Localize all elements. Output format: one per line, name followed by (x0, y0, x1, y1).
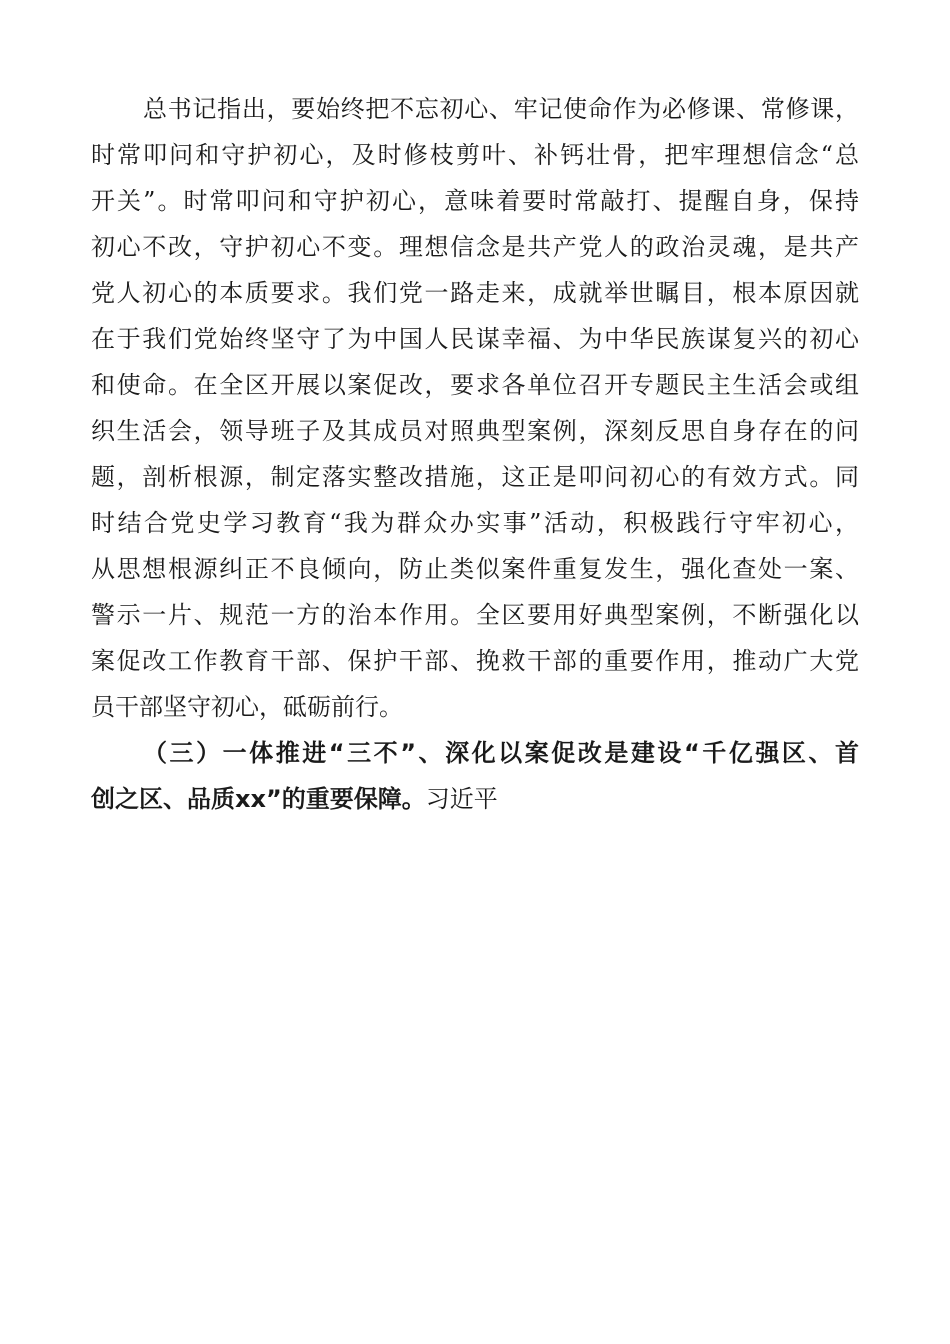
paragraph-line: 开关”。时常叩问和守护初心，意味着要时常敲打、提醒自身，保持 (91, 187, 859, 215)
paragraph-line: 时常叩问和守护初心，及时修枝剪叶、补钙壮骨，把牢理想信念“总 (91, 141, 859, 169)
paragraph-line: 时结合党史学习教育“我为群众办实事”活动，积极践行守牢初心， (91, 509, 859, 537)
paragraph-line: 织生活会，领导班子及其成员对照典型案例，深刻反思自身存在的问 (91, 417, 859, 445)
section-heading-text: 创之区、品质xx”的重要保障。 (91, 785, 426, 813)
paragraph-text: 习近平 (425, 785, 498, 813)
paragraph-line: 在于我们党始终坚守了为中国人民谋幸福、为中华民族谋复兴的初心 (91, 325, 859, 353)
paragraph-line: 警示一片、规范一方的治本作用。全区要用好典型案例，不断强化以 (91, 601, 859, 629)
paragraph-line: 员干部坚守初心，砥砺前行。 (91, 693, 403, 721)
paragraph-line: 党人初心的本质要求。我们党一路走来，成就举世瞩目，根本原因就 (91, 279, 859, 307)
paragraph-line: 从思想根源纠正不良倾向，防止类似案件重复发生，强化查处一案、 (91, 555, 859, 583)
paragraph-line: 题，剖析根源，制定落实整改措施，这正是叩问初心的有效方式。同 (91, 463, 859, 491)
section-heading-line (91, 776, 859, 822)
section-heading-line: （三）一体推进“三不”、深化以案促改是建设“千亿强区、首 (143, 739, 859, 767)
paragraph-line: 案促改工作教育干部、保护干部、挽救干部的重要作用，推动广大党 (91, 647, 859, 675)
document-body (91, 86, 859, 822)
paragraph-line: 初心不改，守护初心不变。理想信念是共产党人的政治灵魂，是共产 (91, 233, 859, 261)
paragraph-line: 和使命。在全区开展以案促改，要求各单位召开专题民主生活会或组 (91, 371, 859, 399)
paragraph-line: 总书记指出，要始终把不忘初心、牢记使命作为必修课、常修课， (143, 95, 859, 123)
